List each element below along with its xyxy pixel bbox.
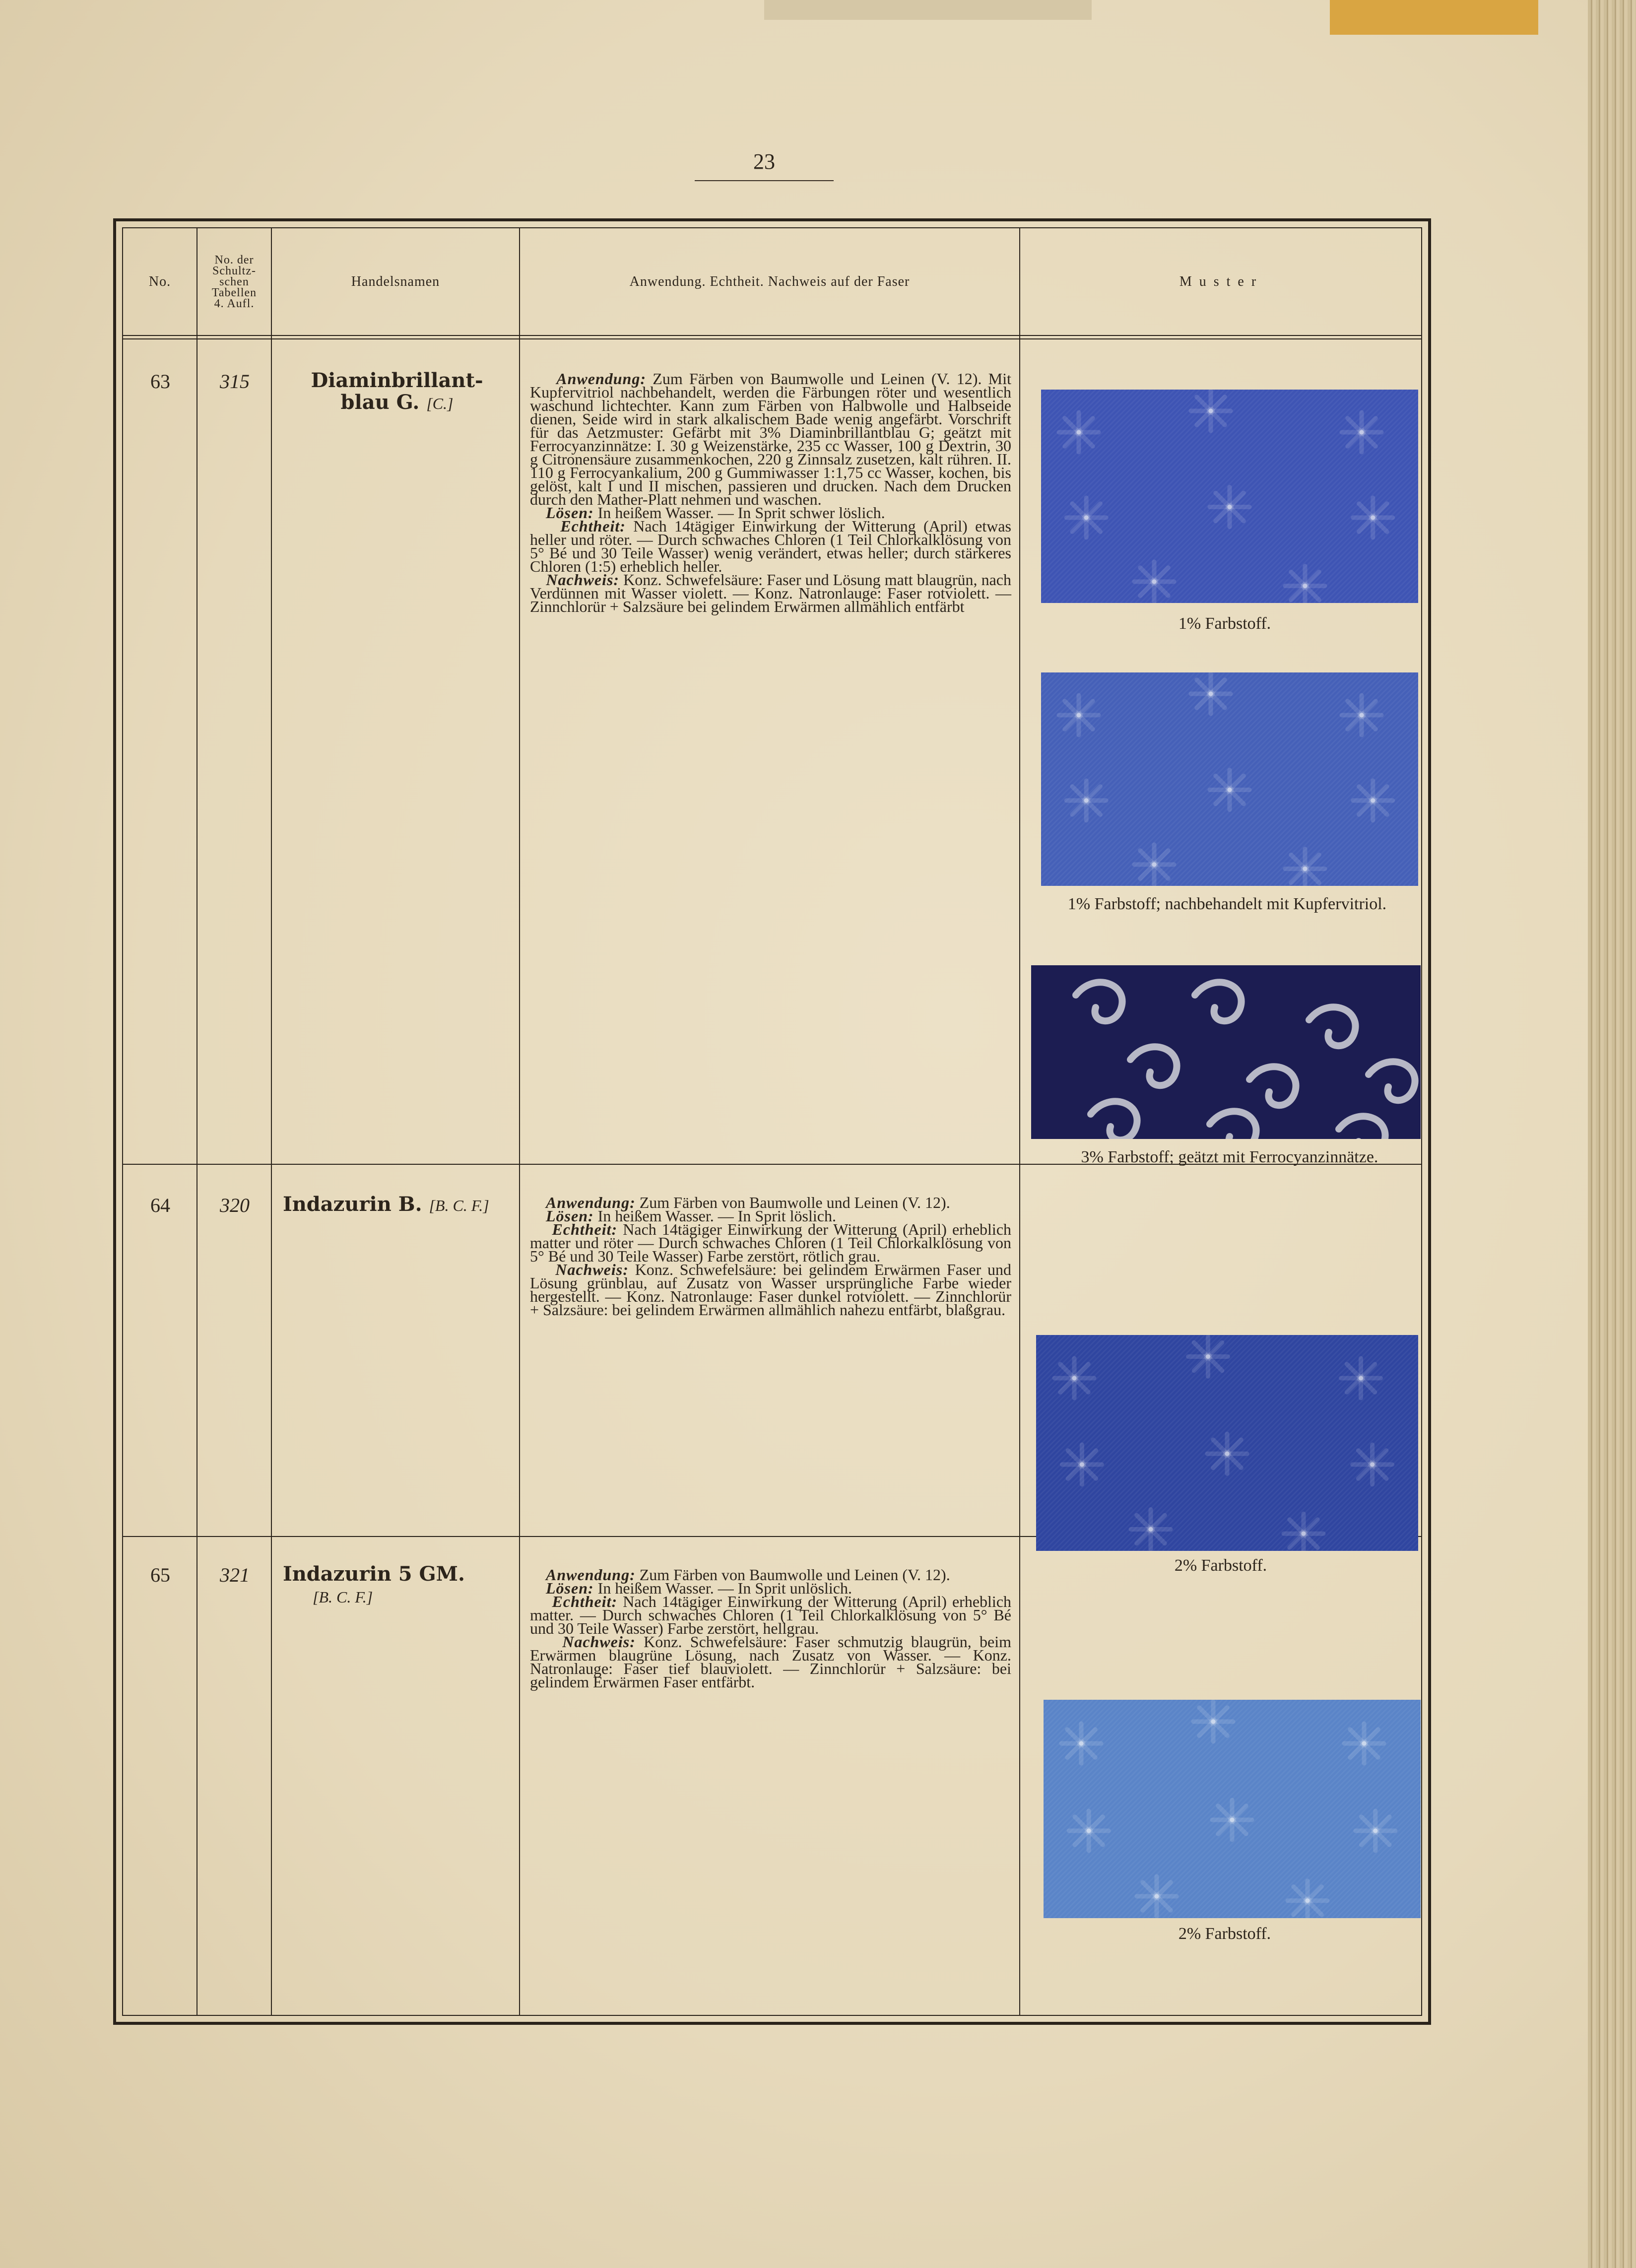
paper-strip (764, 0, 1092, 20)
dye-name: Indazurin 5 GM. [B. C. F.] (283, 1562, 465, 1606)
page-number: 23 (695, 149, 834, 181)
dye-description: Anwendung: Zum Färben von Baumwolle und Leinen (V. 12). Lösen: In heißem Wasser. — In Sprit löslich. Echtheit: Nach 14tägiger Einwirkung der Witterung (April) erheblich matter und röter — Durch schwaches Chloren (1 Teil Chlorkalklösung von 5° Bé und 30 Teile Wasser) Farbe zerstört, rötlich grau. Nachweis: Konz. Schwefelsäure: bei gelindem Erwärmen Faser und Lösung grünblau, auf Zusatz von Wasser ursprüngliche Farbe wieder hergestellt. — Konz. Natronlauge: Faser dunkel rotviolett. — Zinnchlorür + Salzsäure: bei gelindem Erwärmen allmählich nahezu entfärbt, blaßgrau. (530, 1194, 1012, 1319)
row-number: 64 (150, 1194, 170, 1216)
header-anwendung: Anwendung. Echtheit. Nachweis auf der Faser (629, 273, 910, 289)
dye-table (113, 218, 1431, 2025)
header-handelsnamen: Handelsnamen (351, 273, 440, 289)
header-muster: M u s t e r (1179, 273, 1258, 289)
row-number: 65 (150, 1564, 170, 1586)
fabric-sample (1036, 1335, 1418, 1551)
paper-tab (1330, 0, 1538, 35)
dye-name: Diaminbrillant- blau G. [C.] (311, 369, 483, 414)
sample-caption: 1% Farbstoff. (1178, 614, 1271, 633)
sample-caption: 2% Farbstoff. (1178, 1925, 1271, 1943)
sample-caption: 3% Farbstoff; geätzt mit Ferrocyanzinnätze. (1081, 1148, 1378, 1166)
dye-description: Anwendung: Zum Färben von Baumwolle und Leinen (V. 12). Lösen: In heißem Wasser. — In Sprit unlöslich. Echtheit: Nach 14tägiger Einwirkung der Witterung (April) erheblich matter. — Durch schwaches Chloren (1 Teil Chlorkalklösung von 5° Bé und 30 Teile Wasser) Farbe zerstört, hellgrau. Nachweis: Konz. Schwefelsäure: Faser schmutzig blaugrün, beim Erwärmen blaugrüne Lösung, nach Zusatz von Wasser. — Konz. Natronlauge: Faser tief blauviolett. — Zinnchlorür + Salzsäure: bei gelindem Erwärmen Faser entfärbt. (530, 1566, 1012, 1691)
tabellen-number: 320 (220, 1194, 250, 1216)
fabric-sample-etched (1031, 965, 1421, 1139)
sample-caption: 1% Farbstoff; nachbehandelt mit Kupfervitriol. (1067, 895, 1387, 913)
dye-name: Indazurin B. [B. C. F.] (283, 1193, 489, 1216)
fabric-sample (1041, 390, 1418, 603)
sample-caption: 2% Farbstoff. (1174, 1556, 1267, 1575)
fabric-sample (1041, 672, 1418, 886)
row-number: 63 (150, 370, 170, 393)
tabellen-number: 321 (220, 1564, 250, 1586)
tabellen-number: 315 (220, 370, 250, 393)
fabric-sample (1044, 1700, 1421, 1918)
page-edges (1588, 0, 1636, 2268)
dye-description: Anwendung: Zum Färben von Baumwolle und Leinen (V. 12). Mit Kupfervitriol nachbehandelt, werden die Färbungen röter und wesentlich waschund lichtechter. Kann zum Färben von Halbwolle und Halbseide dienen, Seide wird in stark alkalischem Bade wenig angefärbt. Vorschrift für das Aetzmuster: Gefärbt mit 3% Diaminbrillantblau G; geätzt mit Ferrocyanzinnätze: I. 30 g Weizenstärke, 235 cc Wasser, 100 g Dextrin, 30 g Citronensäure zusammenkochen, 220 g Zinnsalz zusetzen, kalt rühren. II. 110 g Ferrocyankalium, 200 g Gummiwasser 1:1,75 cc Wasser, kochen, bis gelöst, kalt I und II mischen, passieren und drucken. Nach dem Drucken durch den Mather-Platt nehmen und waschen. Lösen: In heißem Wasser. — In Sprit schwer löslich. Echtheit: Nach 14tägiger Einwirkung der Witterung (April) etwas heller und röter. — Durch schwaches Chloren (1 Teil Chlorkalklösung von 5° Bé und 30 Teile Wasser) wenig verändert, etwas heller; durch stärkeres Chloren (1:5) erheblich heller. Nachweis: Konz. Schwefelsäure: Faser und Lösung matt blaugrün, nach Verdünnen mit Wasser violett. — Konz. Natronlauge: Faser rotviolett. — Zinnchlorür + Salzsäure bei gelindem Erwärmen allmählich entfärbt (530, 370, 1012, 615)
header-no: No. (148, 273, 171, 289)
header-tabellen: No. der Schultz-schen Tabellen 4. Aufl. (211, 253, 257, 310)
